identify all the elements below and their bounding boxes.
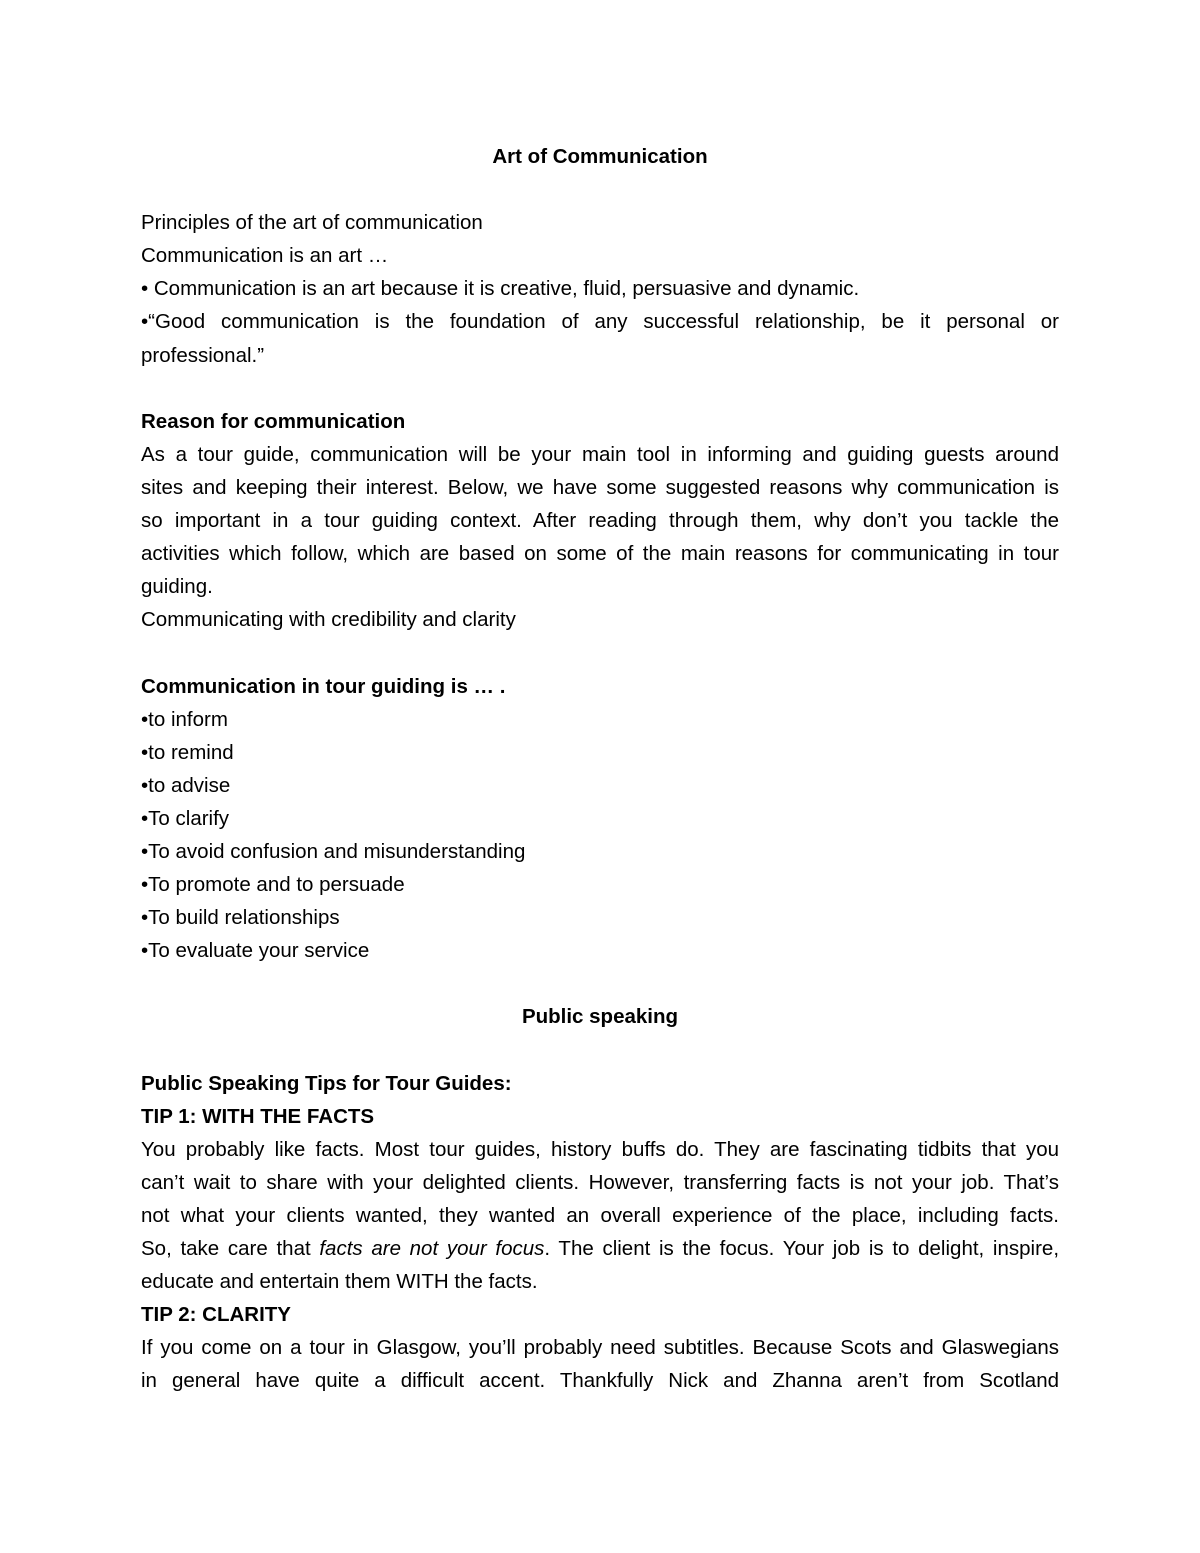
- tip2-line: If you come on a tour in Glasgow, you’ll probably need subtitles. Because Scots and Glaswegians: [141, 1336, 1059, 1360]
- tip1-italic-emphasis: facts are not your focus: [319, 1237, 545, 1261]
- guiding-bullet: •To promote and to persuade: [141, 873, 405, 897]
- blank-line: [141, 173, 1059, 206]
- blank-line: [141, 1034, 1059, 1067]
- reason-heading: Reason for communication: [141, 409, 406, 433]
- tip1-line: not what your clients wanted, they wanted an overall experience of the place, including facts.: [141, 1204, 1059, 1227]
- guiding-bullet: •To clarify: [141, 806, 230, 830]
- public-speaking-heading: Public speaking: [521, 1005, 679, 1029]
- tip2-line: in general have quite a difficult accent. Thankfully Nick and Zhanna aren’t from Scotland: [141, 1369, 1059, 1393]
- reason-paragraph-line: so important in a tour guiding context. After reading through them, why don’t you tackle the: [141, 509, 1059, 533]
- tips-heading: Public Speaking Tips for Tour Guides:: [141, 1071, 512, 1095]
- guiding-bullet: •to advise: [141, 773, 231, 797]
- guiding-bullet: •To build relationships: [141, 906, 340, 930]
- tip1-line-part: . The client is the focus. Your job is to delight, inspire,: [544, 1237, 1060, 1261]
- guiding-bullet: •To avoid confusion and misunderstanding: [141, 839, 526, 863]
- tip1-heading: TIP 1: WITH THE FACTS: [141, 1104, 375, 1128]
- guiding-bullet: •to inform: [141, 707, 228, 731]
- blank-line: [141, 372, 1059, 405]
- principles-quote-line: •“Good communication is the foundation of any successful relationship, be it personal or: [141, 310, 1059, 334]
- guiding-heading: Communication in tour guiding is … .: [141, 674, 506, 698]
- principles-bullet: • Communication is an art because it is creative, fluid, persuasive and dynamic.: [141, 277, 860, 301]
- tip1-line-mixed: [141, 1232, 1059, 1265]
- principles-heading: Principles of the art of communication: [141, 211, 483, 235]
- principles-quote-line: professional.”: [141, 343, 265, 367]
- document-title: Art of Communication: [492, 145, 708, 168]
- tip1-line-part: So, take care that: [141, 1237, 320, 1261]
- guiding-bullet: •to remind: [141, 740, 234, 764]
- blank-line: [141, 636, 1059, 669]
- tip2-heading: TIP 2: CLARITY: [141, 1303, 291, 1327]
- tip1-line: You probably like facts. Most tour guides, history buffs do. They are fascinating tidbits that you: [141, 1137, 1059, 1161]
- tip1-line: can’t wait to share with your delighted clients. However, transferring facts is not your job. That’s: [141, 1170, 1059, 1194]
- blank-line: [141, 967, 1059, 1000]
- tip1-line: educate and entertain them WITH the facts.: [141, 1270, 538, 1294]
- reason-paragraph-line: sites and keeping their interest. Below, we have some suggested reasons why communication is: [141, 475, 1059, 499]
- reason-paragraph-line: guiding.: [141, 575, 213, 599]
- principles-intro: Communication is an art …: [141, 244, 389, 268]
- reason-paragraph-line: activities which follow, which are based on some of the main reasons for communicating in tour: [141, 542, 1059, 566]
- reason-subline: Communicating with credibility and clarity: [141, 608, 516, 632]
- reason-paragraph-line: As a tour guide, communication will be your main tool in informing and guiding guests around: [141, 442, 1059, 466]
- guiding-bullet: •To evaluate your service: [141, 939, 370, 963]
